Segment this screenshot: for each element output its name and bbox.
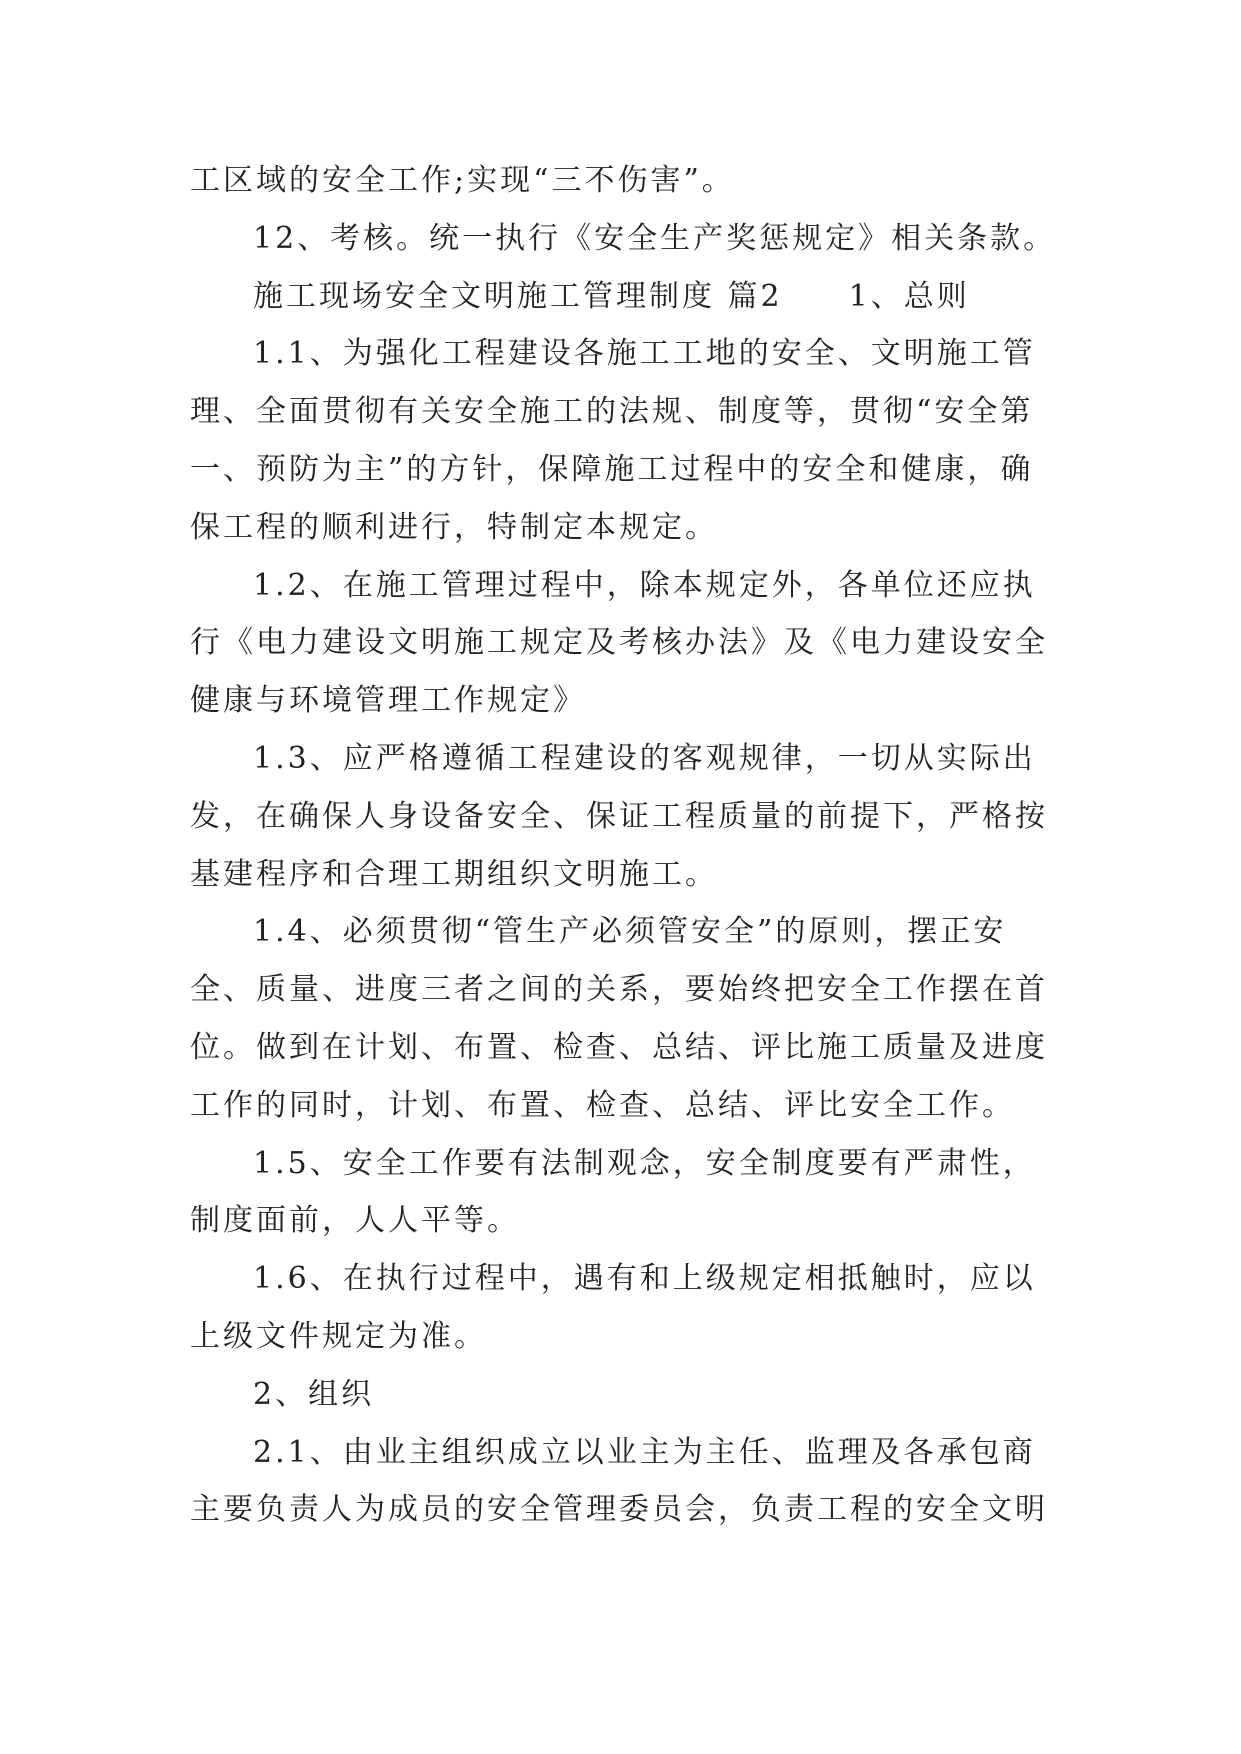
text-line: 保工程的顺利进行，特制定本规定。 bbox=[190, 509, 718, 545]
text-line: 一、预防为主”的方针，保障施工过程中的安全和健康，确 bbox=[190, 451, 1034, 487]
text-line: 1.3、应严格遵循工程建设的客观规律，一切从实际出 bbox=[253, 740, 1036, 776]
text-line: 12、考核。统一执行《安全生产奖惩规定》相关条款。 bbox=[253, 220, 1057, 256]
document-body bbox=[190, 152, 1070, 1539]
text-line: 工作的同时，计划、布置、检查、总结、评比安全工作。 bbox=[190, 1087, 1015, 1123]
text-line: 制度面前，人人平等。 bbox=[190, 1203, 520, 1239]
text-line: 基建程序和合理工期组织文明施工。 bbox=[190, 856, 718, 892]
text-line: 1.4、必须贯彻“管生产必须管安全”的原则，摆正安 bbox=[253, 914, 1007, 950]
text-line: 1.2、在施工管理过程中，除本规定外，各单位还应执 bbox=[253, 567, 1036, 603]
text-line: 健康与环境管理工作规定》 bbox=[190, 683, 586, 719]
text-line: 理、全面贯彻有关安全施工的法规、制度等，贯彻“安全第 bbox=[190, 394, 1034, 430]
section-heading-line: 2、组织 bbox=[253, 1376, 375, 1412]
text-line: 2.1、由业主组织成立以业主为主任、监理及各承包商 bbox=[253, 1434, 1036, 1470]
text-line: 1.6、在执行过程中，遇有和上级规定相抵触时，应以 bbox=[253, 1261, 1036, 1297]
section-heading-line: 施工现场安全文明施工管理制度 篇2 1、总则 bbox=[253, 278, 970, 314]
text-line: 发，在确保人身设备安全、保证工程质量的前提下，严格按 bbox=[190, 798, 1048, 834]
text-line: 1.1、为强化工程建设各施工工地的安全、文明施工管 bbox=[253, 336, 1036, 372]
text-line: 1.5、安全工作要有法制观念，安全制度要有严肃性， bbox=[253, 1145, 1036, 1181]
text-line: 工区域的安全工作;实现“三不伤害”。 bbox=[190, 163, 735, 198]
text-line: 上级文件规定为准。 bbox=[190, 1318, 487, 1354]
text-line: 行《电力建设文明施工规定及考核办法》及《电力建设安全 bbox=[190, 625, 1048, 661]
text-line: 全、质量、进度三者之间的关系，要始终把安全工作摆在首 bbox=[190, 972, 1048, 1008]
text-line: 位。做到在计划、布置、检查、总结、评比施工质量及进度 bbox=[190, 1029, 1048, 1065]
text-line: 主要负责人为成员的安全管理委员会，负责工程的安全文明 bbox=[190, 1492, 1048, 1528]
